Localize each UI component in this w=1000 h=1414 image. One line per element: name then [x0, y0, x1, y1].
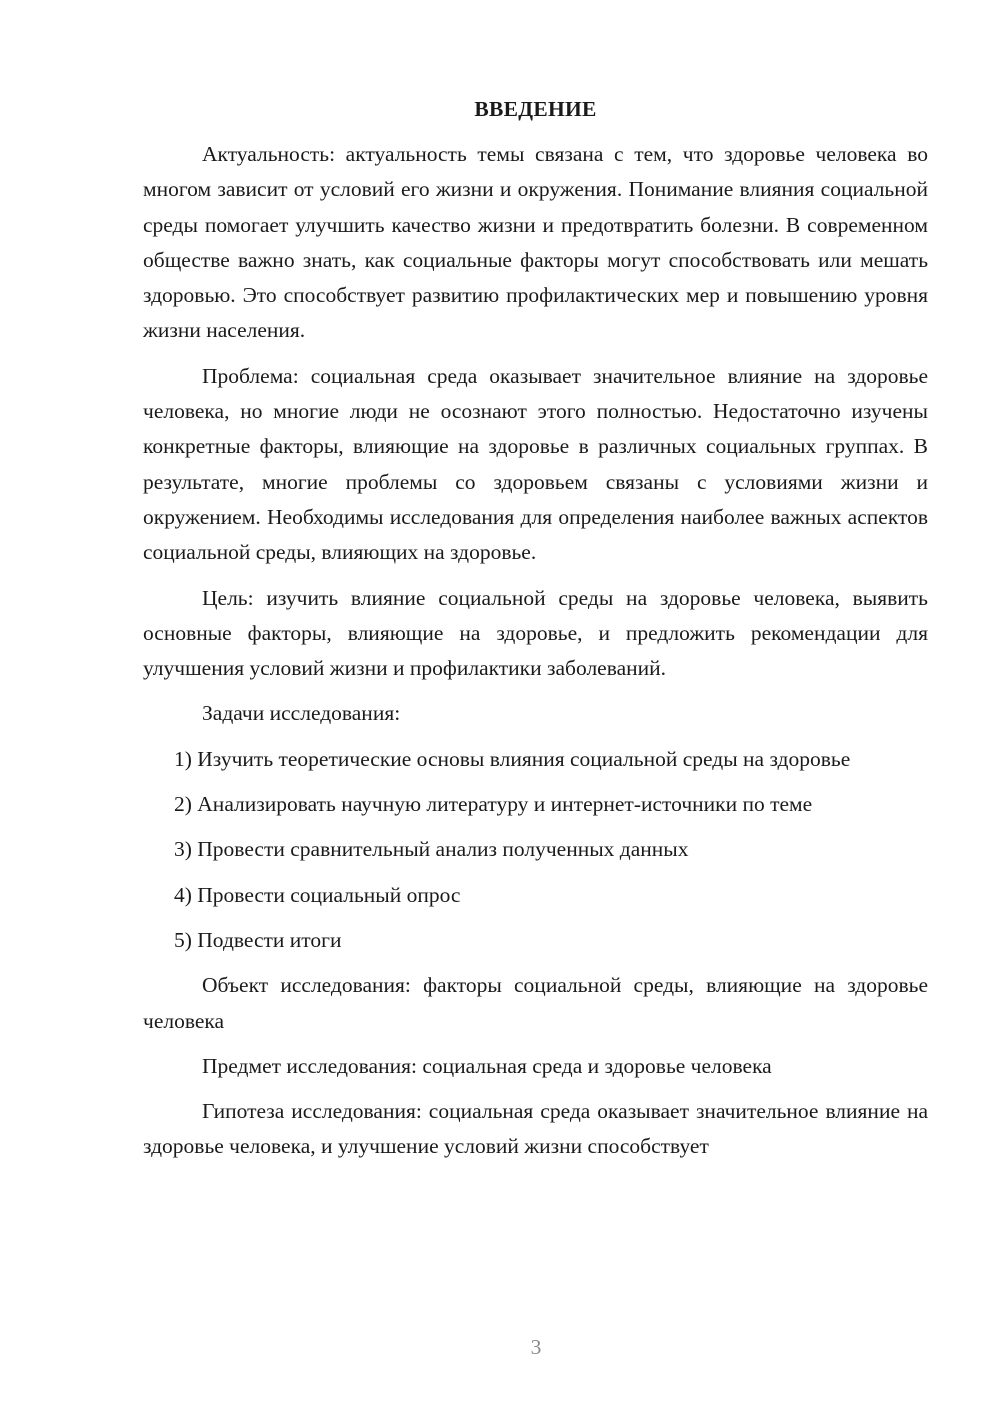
object-paragraph: Объект исследования: факторы социальной среды, влияющие на здоровье человека: [143, 973, 928, 1033]
document-page: [143, 92, 928, 1165]
task-item: 5) Подвести итоги: [174, 927, 342, 952]
page-number: 3: [530, 1335, 542, 1359]
task-item: 3) Провести сравнительный анализ полученных данных: [174, 837, 689, 862]
relevance-paragraph: Актуальность: актуальность темы связана с тем, что здоровье человека во многом зависит от условий его жизни и окружения. Понимание влияния социальной среды помогает улучшить качество жизни и предотвратить болезни. В современном обществе важно знать, как социальные факторы могут способствовать или мешать здоровью. Это способствует развитию профилактических мер и повышению уровня жизни населения.: [143, 142, 928, 343]
task-item: 4) Провести социальный опрос: [174, 882, 461, 907]
subject-paragraph: Предмет исследования: социальная среда и здоровье человека: [202, 1053, 772, 1078]
problem-paragraph: Проблема: социальная среда оказывает значительное влияние на здоровье человека, но многие люди не осознают этого полностью. Недостаточно изучены конкретные факторы, влияющие на здоровье в различных социальных группах. В результате, многие проблемы со здоровьем связаны с условиями жизни и окружением. Необходимы исследования для определения наиболее важных аспектов социальной среды, влияющих на здоровье.: [143, 363, 928, 565]
task-item: 2) Анализировать научную литературу и интернет-источники по теме: [174, 792, 813, 817]
section-title: ВВЕДЕНИЕ: [474, 97, 597, 121]
goal-paragraph: Цель: изучить влияние социальной среды на здоровье человека, выявить основные факторы, влияющие на здоровье, и предложить рекомендации для улучшения условий жизни и профилактики заболеваний.: [143, 585, 928, 681]
task-item: 1) Изучить теоретические основы влияния социальной среды на здоровье: [174, 746, 851, 771]
tasks-heading: Задачи исследования:: [202, 701, 401, 726]
hypothesis-paragraph: Гипотеза исследования: социальная среда оказывает значительное влияние на здоровье человека, и улучшение условий жизни способствует: [143, 1099, 928, 1159]
